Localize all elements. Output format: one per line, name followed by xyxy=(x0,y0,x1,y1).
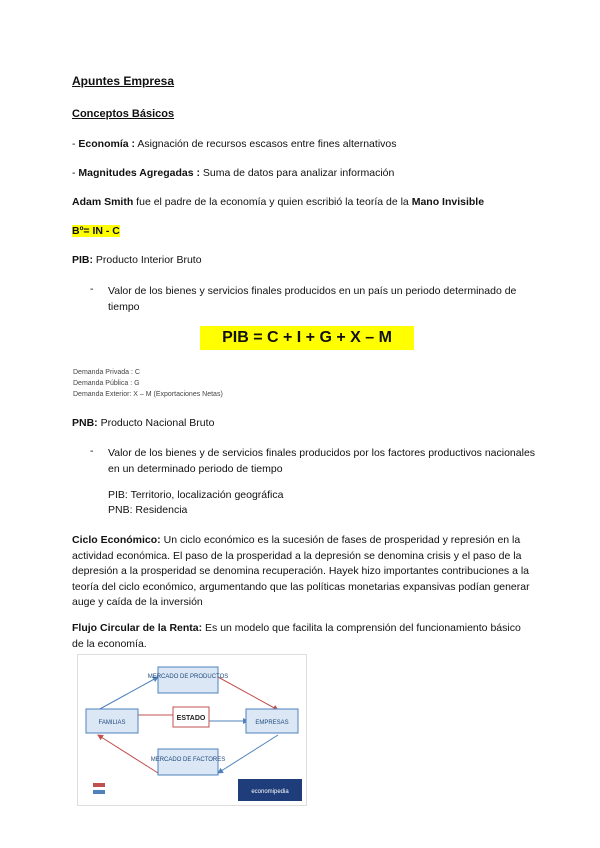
arrow-firms-to-factors xyxy=(218,735,278,773)
pib-formula: PIB = C + I + G + X – M xyxy=(200,326,414,350)
firms-label: EMPRESAS xyxy=(255,720,289,726)
arrow-factors-to-families xyxy=(98,735,158,773)
arrow-families-to-products xyxy=(98,677,158,710)
document-title: Apuntes Empresa xyxy=(72,74,175,88)
pnb-definition: PNB: Producto Nacional Bruto xyxy=(72,417,215,429)
adam-smith-line: Adam Smith fue el padre de la economía y quien escribió la teoría de la Mano Invisible xyxy=(72,196,485,208)
pib-note-1: Demanda Privada : C xyxy=(73,369,140,376)
arrow-products-to-firms xyxy=(218,677,278,710)
definition-magnitudes: - Magnitudes Agregadas : Suma de datos para analizar información xyxy=(72,167,395,179)
flujo-circular-diagram xyxy=(77,654,307,806)
state-label: ESTADO xyxy=(176,715,206,722)
pib-definition: PIB: Producto Interior Bruto xyxy=(72,254,202,266)
beneficio-formula: Bº= IN - C xyxy=(72,225,120,237)
logo-text: economipedia xyxy=(251,789,289,795)
pib-bullet: - xyxy=(90,283,94,295)
pib-note-2: Demanda Pública : G xyxy=(73,380,140,387)
ciclo-paragraph: Ciclo Económico: Un ciclo económico es la sucesión de fases de prosperidad y represión en la actividad económica. El paso de la prosperidad a la depresión se denomina crisis y el paso de la depresión a la prosperidad se denomina recuperación. Hayek hizo importantes contribuciones a la teoría del ciclo económico, argumentando que las políticas monetarias expansivas podían generar auge y caída de la inversión xyxy=(72,534,530,608)
pnb-residencia-note: PNB: Residencia xyxy=(108,504,188,516)
flujo-paragraph: Flujo Circular de la Renta: Es un modelo que facilita la comprensión del funcionamiento básico de la economía. xyxy=(72,622,521,650)
pib-note-3: Demanda Exterior: X – M (Exportaciones Netas) xyxy=(73,391,223,398)
pnb-bullet: - xyxy=(90,445,94,457)
pib-bullet-text: Valor de los bienes y servicios finales producidos en un país un periodo determinado de tiempo xyxy=(108,285,517,313)
diagram-svg xyxy=(78,655,306,805)
products-market-box xyxy=(158,667,218,693)
factors-market-label: MERCADO DE FACTORES xyxy=(150,757,226,763)
families-label: FAMILIAS xyxy=(98,720,126,726)
legend-red-swatch xyxy=(93,783,105,787)
definition-economia: - Economía : Asignación de recursos escasos entre fines alternativos xyxy=(72,138,397,150)
products-market-label: MERCADO DE PRODUCTOS xyxy=(147,674,229,680)
legend-blue-swatch xyxy=(93,790,105,794)
pnb-bullet-text: Valor de los bienes y de servicios finales producidos por los factores productivos nacionales en un determinado periodo de tiempo xyxy=(108,447,536,475)
pib-territorio-note: PIB: Territorio, localización geográfica xyxy=(108,489,284,501)
section-heading: Conceptos Básicos xyxy=(72,108,175,120)
